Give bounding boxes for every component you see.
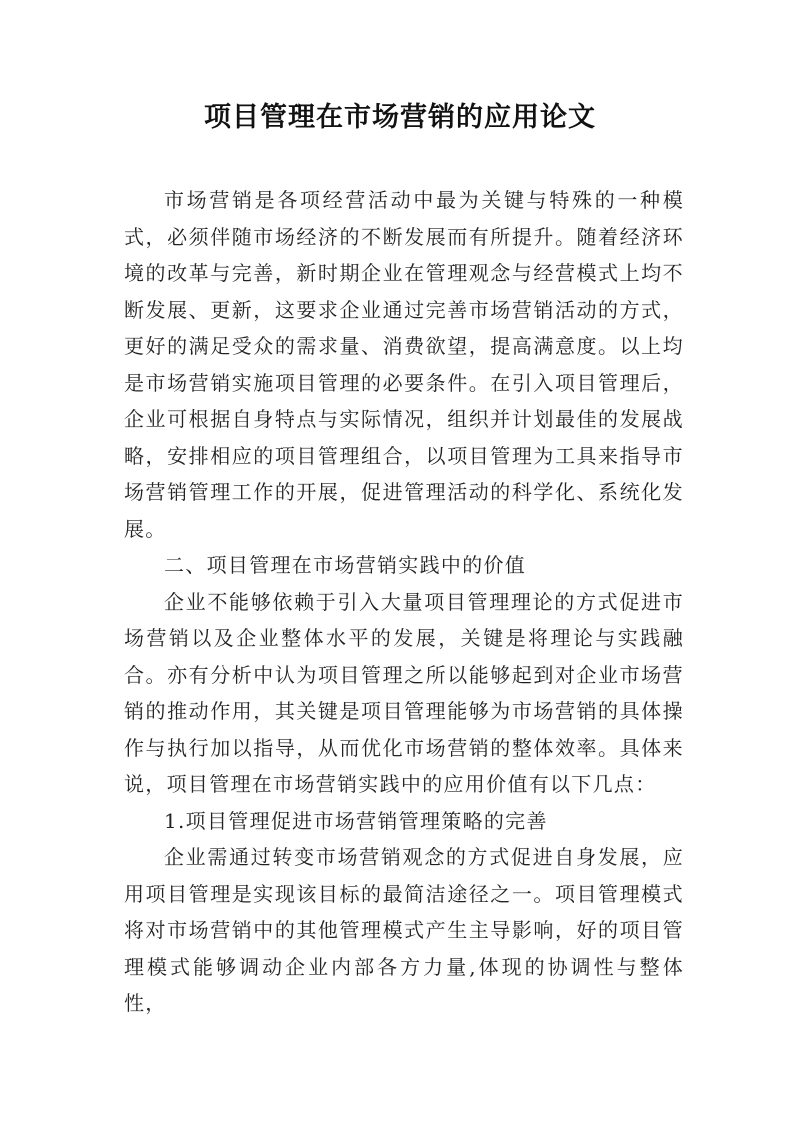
section-heading-2: 二、项目管理在市场营销实践中的价值 — [164, 553, 527, 577]
paragraph-strategy: 企业需通过转变市场营销观念的方式促进自身发展，应用项目管理是实现该目标的最简洁途径之一。项目管理模式将对市场营销中的其他管理模式产生主导影响，好的项目管理模式能够调动企业内部各方力量,体现的协调性与整体性， — [124, 845, 684, 1015]
paragraph-value: 企业不能够依赖于引入大量项目管理理论的方式促进市场营销以及企业整体水平的发展，关键是将理论与实践融合。亦有分析中认为项目管理之所以能够起到对企业市场营销的推动作用，其关键是项目管理能够为市场营销的具体操作与执行加以指导，从而优化市场营销的整体效率。具体来说，项目管理在市场营销实践中的应用价值有以下几点： — [124, 589, 684, 796]
document-title: 项目管理在市场营销的应用论文 — [204, 102, 596, 133]
subheading-1: 1.项目管理促进市场营销管理策略的完善 — [164, 808, 548, 833]
paragraph-intro: 市场营销是各项经营活动中最为关键与特殊的一种模式，必须伴随市场经济的不断发展而有所提升。随着经济环境的改革与完善，新时期企业在管理观念与经营模式上均不断发展、更新，这要求企业通过完善市场营销活动的方式，更好的满足受众的需求量、消费欲望，提高满意度。以上均是市场营销实施项目管理的必要条件。在引入项目管理后，企业可根据自身特点与实际情况，组织并计划最佳的发展战略，安排相应的项目管理组合，以项目管理为工具来指导市场营销管理工作的开展，促进管理活动的科学化、系统化发展。 — [124, 188, 684, 541]
document-body — [124, 182, 684, 1022]
